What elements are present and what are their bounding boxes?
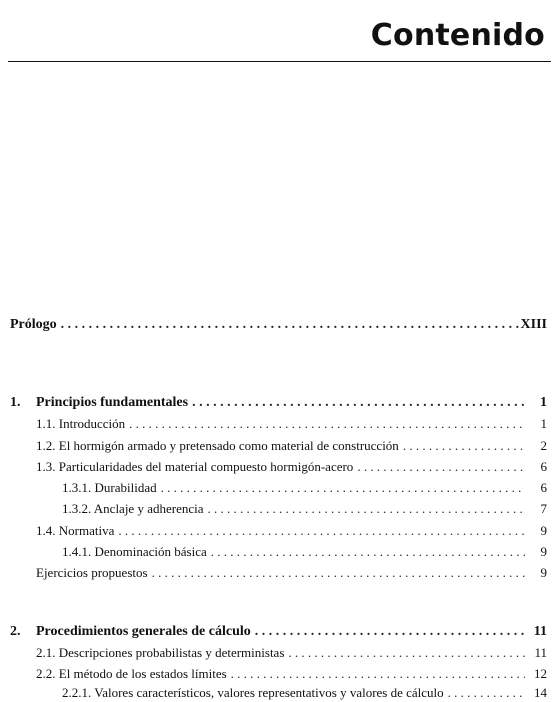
toc-entry-page: 14 — [534, 685, 547, 700]
dot-leader — [403, 437, 525, 455]
toc-section — [36, 458, 547, 476]
heading-rule — [8, 61, 551, 62]
toc-entry-page: 11 — [534, 645, 547, 660]
toc-entry-page: 6 — [540, 459, 547, 474]
toc-entry-page: 9 — [540, 544, 547, 559]
section-title: Ejercicios propuestos — [36, 565, 148, 580]
section-title: 2.1. Descripciones probabilistas y deterministas — [36, 645, 285, 660]
section-title: 1.1. Introducción — [36, 416, 126, 431]
dot-leader — [288, 644, 525, 662]
section-title: 1.4. Normativa — [36, 523, 115, 538]
dot-leader — [118, 522, 525, 540]
chapter-title: Principios fundamentales — [36, 395, 189, 410]
toc-chapter-2 — [10, 623, 547, 641]
section-title: 2.2. El método de los estados límites — [36, 666, 227, 681]
toc-entry-page: 6 — [540, 480, 547, 495]
toc-entry-page: 7 — [540, 501, 547, 516]
toc-section — [36, 644, 547, 662]
chapter-number: 2. — [10, 624, 21, 639]
toc-subsection — [62, 500, 547, 518]
toc-subsection — [62, 479, 547, 497]
toc-section — [36, 665, 547, 683]
toc-subsection — [62, 543, 547, 561]
chapter-title: Procedimientos generales de cálculo — [36, 624, 251, 639]
section-title: 1.3.2. Anclaje y adherencia — [62, 501, 204, 516]
dot-leader — [192, 394, 525, 412]
dot-leader — [129, 415, 525, 433]
section-title: 1.3. Particularidades del material compuesto hormigón-acero — [36, 459, 354, 474]
dot-leader — [448, 684, 525, 702]
dot-leader — [231, 665, 525, 683]
toc-entry-page: 1 — [540, 416, 547, 431]
toc-section — [36, 564, 547, 582]
section-title: 2.2.1. Valores característicos, valores representativos y valores de cálculo — [62, 685, 444, 700]
toc-section — [36, 415, 547, 433]
page-heading: Contenido — [370, 18, 545, 53]
toc-entry-page: 11 — [533, 624, 547, 639]
toc-chapter-1 — [10, 394, 547, 412]
section-title: 1.2. El hormigón armado y pretensado como material de construcción — [36, 438, 399, 453]
toc-entry-page: 12 — [534, 666, 547, 681]
dot-leader — [211, 543, 525, 561]
toc-section — [36, 437, 547, 455]
dot-leader — [61, 316, 519, 334]
toc-entry-title: Prólogo — [10, 317, 57, 332]
dot-leader — [161, 479, 525, 497]
chapter-number: 1. — [10, 395, 21, 410]
toc-entry-page: 2 — [540, 438, 547, 453]
toc-entry-page: 9 — [540, 523, 547, 538]
dot-leader — [208, 500, 526, 518]
toc-section — [36, 522, 547, 540]
toc-entry-page: XIII — [520, 317, 547, 332]
dot-leader — [152, 564, 525, 582]
toc-entry-prologo — [10, 316, 547, 334]
toc-entry-page: 1 — [540, 395, 547, 410]
dot-leader — [357, 458, 525, 476]
toc-subsection — [62, 684, 547, 702]
section-title: 1.3.1. Durabilidad — [62, 480, 157, 495]
section-title: 1.4.1. Denominación básica — [62, 544, 207, 559]
dot-leader — [255, 623, 525, 641]
toc-entry-page: 9 — [540, 565, 547, 580]
